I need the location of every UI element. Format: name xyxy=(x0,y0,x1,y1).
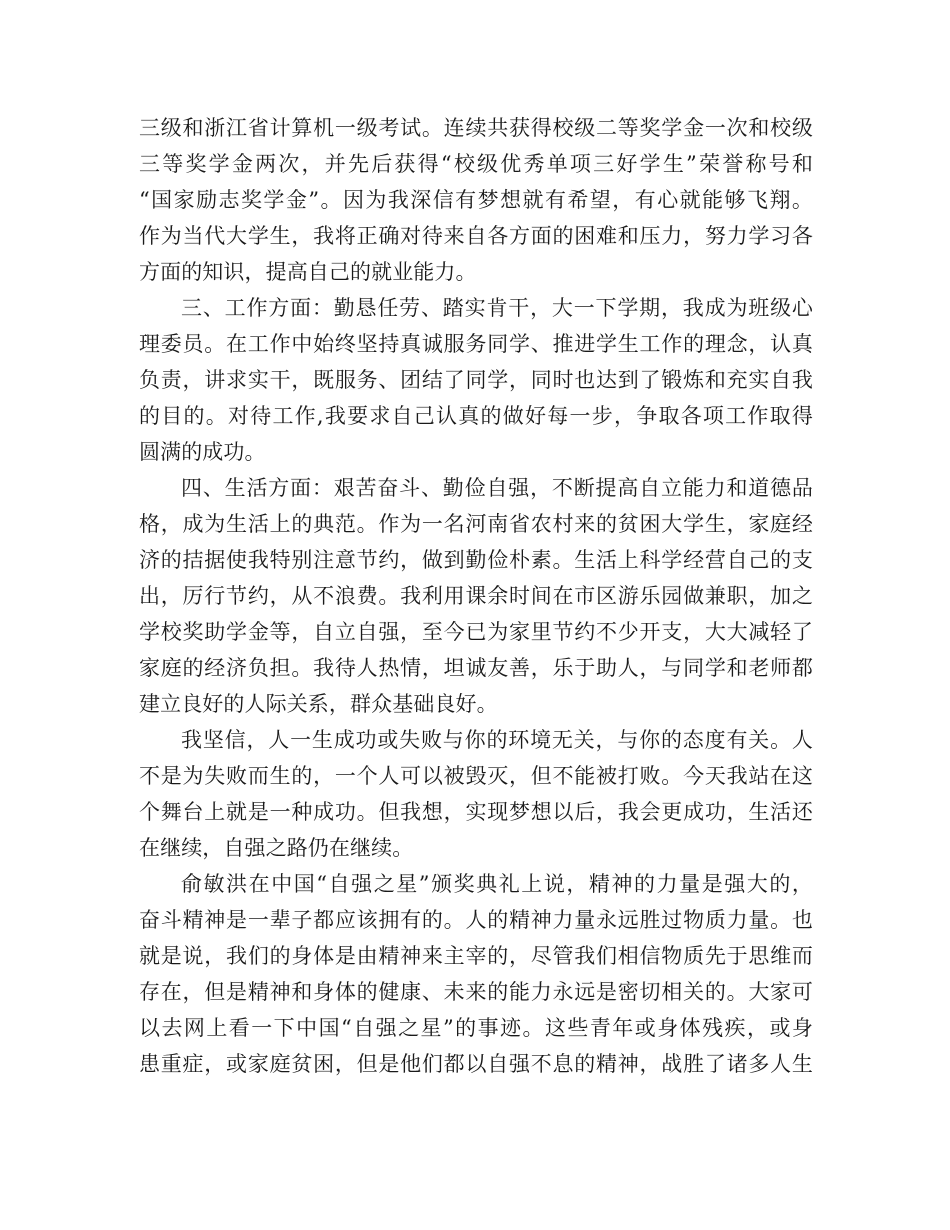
text-line: 俞敏洪在中国“自强之星”颁奖典礼上说，精神的力量是强大的， xyxy=(181,872,813,896)
text-line: 三、工作方面：勤恳任劳、踏实肯干，大一下学期，我成为班级心 xyxy=(181,296,813,320)
text-line: 作为当代大学生，我将正确对待来自各方面的困难和压力，努力学习各 xyxy=(139,224,813,248)
text-line: 在继续，自强之路仍在继续。 xyxy=(139,836,414,860)
text-line: “国家励志奖学金”。因为我深信有梦想就有希望，有心就能够飞翔。 xyxy=(139,188,813,212)
text-line: 济的拮据使我特别注意节约，做到勤俭朴素。生活上科学经营自己的支 xyxy=(139,548,813,572)
paragraph-belief xyxy=(139,722,813,866)
text-line: 方面的知识，提高自己的就业能力。 xyxy=(139,260,477,284)
text-line: 存在，但是精神和身体的健康、未来的能力永远是密切相关的。大家可 xyxy=(139,980,813,1004)
text-line: 患重症，或家庭贫困，但是他们都以自强不息的精神，战胜了诸多人生 xyxy=(139,1052,813,1076)
text-line: 圆满的成功。 xyxy=(139,440,266,464)
paragraph-spirit xyxy=(139,866,813,1082)
text-line: 就是说，我们的身体是由精神来主宰的，尽管我们相信物质先于思维而 xyxy=(139,944,813,968)
text-line: 奋斗精神是一辈子都应该拥有的。人的精神力量永远胜过物质力量。也 xyxy=(139,908,813,932)
paragraph-life xyxy=(139,470,813,722)
paragraph-work xyxy=(139,290,813,470)
text-line: 三等奖学金两次，并先后获得“校级优秀单项三好学生”荣誉称号和 xyxy=(139,152,813,176)
text-line: 以去网上看一下中国“自强之星”的事迹。这些青年或身体残疾，或身 xyxy=(139,1016,813,1040)
text-line: 四、生活方面：艰苦奋斗、勤俭自强，不断提高自立能力和道德品 xyxy=(181,476,813,500)
text-line: 理委员。在工作中始终坚持真诚服务同学、推进学生工作的理念，认真 xyxy=(139,332,813,356)
text-line: 的目的。对待工作,我要求自己认真的做好每一步，争取各项工作取得 xyxy=(139,404,813,428)
text-line: 家庭的经济负担。我待人热情，坦诚友善，乐于助人，与同学和老师都 xyxy=(139,656,813,680)
text-line: 我坚信，人一生成功或失败与你的环境无关，与你的态度有关。人 xyxy=(181,728,813,752)
text-line: 格，成为生活上的典范。作为一名河南省农村来的贫困大学生，家庭经 xyxy=(139,512,813,536)
text-line: 出，厉行节约，从不浪费。我利用课余时间在市区游乐园做兼职，加之 xyxy=(139,584,813,608)
text-line: 三级和浙江省计算机一级考试。连续共获得校级二等奖学金一次和校级 xyxy=(139,116,813,140)
text-line: 不是为失败而生的，一个人可以被毁灭，但不能被打败。今天我站在这 xyxy=(139,764,813,788)
text-line: 负责，讲求实干，既服务、团结了同学，同时也达到了锻炼和充实自我 xyxy=(139,368,813,392)
document-body xyxy=(139,110,813,1082)
text-line: 个舞台上就是一种成功。但我想，实现梦想以后，我会更成功，生活还 xyxy=(139,800,813,824)
text-line: 学校奖助学金等，自立自强，至今已为家里节约不少开支，大大减轻了 xyxy=(139,620,813,644)
paragraph-study xyxy=(139,110,813,290)
text-line: 建立良好的人际关系，群众基础良好。 xyxy=(139,692,498,716)
